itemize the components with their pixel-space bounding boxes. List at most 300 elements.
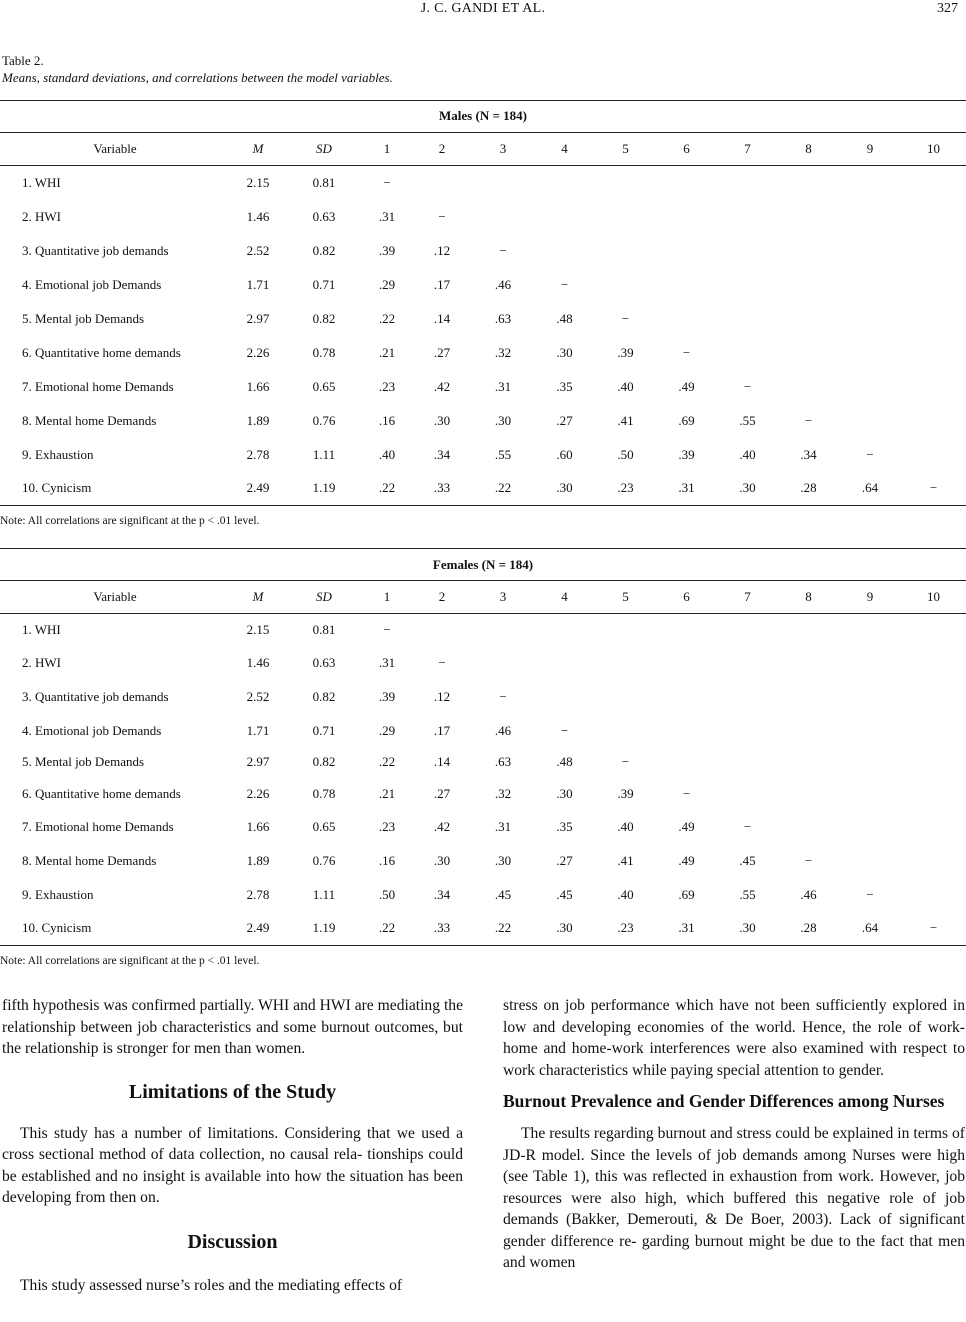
column-header: 4 — [534, 133, 595, 166]
column-header: 5 — [595, 581, 656, 614]
sd-cell: 0.71 — [312, 276, 336, 292]
correlation-cell: − — [621, 310, 630, 326]
correlation-cell: − — [804, 412, 813, 428]
variable-cell: 7. Emotional home Demands — [22, 818, 174, 834]
empty-cell — [839, 302, 901, 336]
variable-cell: 9. Exhaustion — [22, 886, 94, 902]
column-header: 2 — [412, 581, 472, 614]
correlation-cell: .35 — [556, 818, 573, 834]
variable-cell: 5. Mental job Demands — [22, 310, 145, 326]
correlation-cell: .30 — [717, 472, 778, 506]
correlation-cell: .30 — [556, 344, 573, 360]
column-header: Variable — [0, 581, 230, 614]
correlation-cell: .34 — [433, 886, 451, 902]
table-row — [0, 844, 966, 878]
correlation-cell: .30 — [494, 852, 512, 868]
empty-cell — [901, 647, 966, 680]
variable-cell: 2. HWI — [22, 655, 61, 670]
empty-cell — [839, 810, 901, 844]
empty-cell — [717, 614, 778, 647]
correlation-cell: − — [499, 242, 507, 258]
correlation-cell: .45 — [556, 886, 573, 902]
mean-cell: 1.66 — [246, 378, 270, 394]
empty-cell — [472, 166, 534, 200]
correlation-cell: − — [383, 174, 391, 190]
mean-cell: 1.46 — [246, 655, 270, 670]
correlation-cell: .31 — [378, 655, 396, 670]
empty-cell — [656, 302, 717, 336]
table-row — [0, 200, 966, 234]
empty-cell — [717, 200, 778, 234]
paragraph: stress on job performance which have not been sufficiently explored in low and developing economies of the world. Hence, the role of work-home and home-work interferences were also examined with respect to work characteristics while paying special attention to gender. — [503, 997, 965, 1079]
column-header: 6 — [656, 581, 717, 614]
empty-cell — [412, 166, 472, 200]
correlation-cell: .31 — [656, 912, 717, 946]
table-header-row — [0, 133, 966, 166]
table-row — [0, 715, 966, 747]
empty-cell — [778, 778, 839, 810]
empty-cell — [901, 878, 966, 912]
correlation-cell: .48 — [556, 310, 573, 326]
correlation-cell: .21 — [378, 785, 396, 801]
empty-cell — [901, 302, 966, 336]
empty-cell — [901, 200, 966, 234]
correlation-cell: .39 — [678, 446, 695, 462]
empty-cell — [534, 234, 595, 268]
mean-cell: 2.49 — [230, 912, 286, 946]
column-header: 6 — [656, 133, 717, 166]
column-header: 7 — [717, 581, 778, 614]
paragraph: This study has a number of limitations. Considering that we used a cross sectional method of data collection, no causal rela- tionships could be established and no insight is available into how the situation has been developing from then on. — [2, 1124, 463, 1206]
empty-cell — [839, 778, 901, 810]
correlation-cell: .23 — [595, 912, 656, 946]
empty-cell — [472, 614, 534, 647]
table-row — [0, 747, 966, 778]
correlation-cell: .40 — [378, 446, 396, 462]
table-header-row — [0, 581, 966, 614]
empty-cell — [901, 614, 966, 647]
variable-cell: 2. HWI — [22, 208, 61, 224]
correlation-cell: − — [743, 818, 752, 834]
correlation-cell: .45 — [494, 886, 512, 902]
correlation-cell: − — [866, 886, 874, 902]
correlation-cell: .31 — [378, 208, 396, 224]
mean-cell: 1.71 — [246, 276, 270, 292]
empty-cell — [656, 647, 717, 680]
correlation-cell: .22 — [472, 472, 534, 506]
females-title: Females (N = 184) — [432, 557, 534, 572]
empty-cell — [778, 200, 839, 234]
correlation-cell: .39 — [378, 242, 396, 258]
empty-cell — [839, 747, 901, 778]
sd-cell: 0.65 — [312, 818, 336, 834]
correlation-cell: .16 — [378, 412, 396, 428]
table-row — [0, 647, 966, 680]
correlation-cell: .42 — [433, 378, 451, 394]
right-column — [503, 995, 965, 1274]
empty-cell — [717, 336, 778, 370]
empty-cell — [534, 614, 595, 647]
variable-cell: 3. Quantitative job demands — [22, 689, 169, 704]
mean-cell: 2.15 — [246, 174, 270, 190]
empty-cell — [901, 370, 966, 404]
table-row — [0, 680, 966, 715]
sd-cell: 1.11 — [312, 446, 336, 462]
empty-cell — [472, 200, 534, 234]
column-header: 7 — [717, 133, 778, 166]
paragraph: The results regarding burnout and stress could be explained in terms of JD-R model. Since the levels of job demands among Nurses were high (see Table 1), this was reflected in exhaustion from work. However, job resources were also high, which buffered this negative role of job demands (Bakker, Demerouti, & De Boer, 2003). Lack of significant gender difference re- garding burnout might be due to the fact that men and women — [503, 1125, 965, 1271]
empty-cell — [778, 647, 839, 680]
empty-cell — [717, 778, 778, 810]
correlation-cell: .33 — [412, 472, 472, 506]
empty-cell — [901, 438, 966, 472]
correlation-cell: .32 — [494, 344, 512, 360]
correlation-cell: .69 — [678, 886, 695, 902]
table-row — [0, 878, 966, 912]
column-header: Variable — [0, 133, 230, 166]
correlation-cell: .30 — [433, 852, 451, 868]
sd-cell: 0.82 — [312, 242, 336, 258]
correlation-cell: − — [560, 722, 569, 738]
empty-cell — [717, 234, 778, 268]
correlation-cell: − — [383, 622, 391, 638]
sd-cell: 0.63 — [312, 655, 336, 670]
table-top-rule — [0, 100, 966, 101]
empty-cell — [412, 614, 472, 647]
subsection-heading-burnout: Burnout Prevalence and Gender Differences among Nurses — [503, 1091, 945, 1111]
correlation-cell: .46 — [800, 886, 817, 902]
correlation-cell: .27 — [433, 344, 451, 360]
correlation-cell: .46 — [494, 722, 512, 738]
correlation-cell: − — [743, 378, 752, 394]
correlation-cell: .22 — [378, 754, 396, 769]
empty-cell — [901, 336, 966, 370]
correlation-cell: .55 — [739, 886, 756, 902]
sd-cell: 0.82 — [312, 689, 336, 704]
empty-cell — [717, 302, 778, 336]
correlation-cell: .28 — [778, 472, 839, 506]
paragraph: This study assessed nurse’s roles and the mediating effects of — [20, 1276, 403, 1294]
empty-cell — [778, 268, 839, 302]
males-title: Males (N = 184) — [439, 108, 527, 123]
mean-cell: 2.78 — [246, 886, 270, 902]
variable-cell: 8. Mental home Demands — [22, 852, 157, 868]
correlation-cell: .12 — [433, 689, 451, 704]
correlation-cell: .39 — [617, 344, 634, 360]
empty-cell — [656, 680, 717, 715]
table-row — [0, 268, 966, 302]
correlation-cell: .50 — [617, 446, 634, 462]
correlation-cell: .29 — [378, 276, 396, 292]
empty-cell — [839, 844, 901, 878]
empty-cell — [901, 404, 966, 438]
correlation-cell: .64 — [839, 472, 901, 506]
empty-cell — [778, 810, 839, 844]
column-header: 10 — [901, 581, 966, 614]
empty-cell — [656, 200, 717, 234]
correlation-cell: .46 — [494, 276, 512, 292]
table-row — [0, 810, 966, 844]
correlation-cell: .49 — [678, 818, 695, 834]
empty-cell — [778, 234, 839, 268]
variable-cell: 9. Exhaustion — [22, 446, 94, 462]
correlation-cell: .27 — [556, 852, 573, 868]
females-correlation-table — [0, 580, 966, 946]
correlation-cell: .32 — [494, 785, 512, 801]
correlation-cell: .27 — [556, 412, 573, 428]
correlation-cell: − — [901, 912, 966, 946]
correlation-cell: .28 — [778, 912, 839, 946]
table-row — [0, 778, 966, 810]
empty-cell — [901, 715, 966, 747]
correlation-cell: .40 — [617, 818, 634, 834]
correlation-cell: .48 — [556, 754, 573, 769]
empty-cell — [778, 166, 839, 200]
empty-cell — [778, 302, 839, 336]
correlation-cell: .21 — [378, 344, 396, 360]
empty-cell — [534, 166, 595, 200]
mean-cell: 1.89 — [246, 852, 270, 868]
sd-cell: 0.81 — [312, 622, 336, 638]
empty-cell — [839, 234, 901, 268]
correlation-cell: .40 — [739, 446, 756, 462]
column-header: M — [230, 581, 286, 614]
correlation-cell: .49 — [678, 852, 695, 868]
correlation-cell: .64 — [839, 912, 901, 946]
correlation-cell: .30 — [534, 472, 595, 506]
variable-cell: 4. Emotional job Demands — [22, 722, 162, 738]
sd-cell: 0.65 — [312, 378, 336, 394]
correlation-cell: − — [438, 208, 446, 224]
correlation-cell: − — [682, 785, 691, 801]
empty-cell — [595, 166, 656, 200]
mean-cell: 1.66 — [246, 818, 270, 834]
correlation-cell: .49 — [678, 378, 695, 394]
variable-cell: 6. Quantitative home demands — [22, 785, 181, 801]
column-header: 1 — [362, 581, 412, 614]
empty-cell — [839, 268, 901, 302]
variable-cell: 4. Emotional job Demands — [22, 276, 162, 292]
correlation-cell: .12 — [433, 242, 451, 258]
empty-cell — [839, 404, 901, 438]
correlation-cell: − — [804, 852, 813, 868]
empty-cell — [901, 778, 966, 810]
column-header: 1 — [362, 133, 412, 166]
females-top-rule — [0, 548, 966, 549]
sd-cell: 1.19 — [286, 912, 362, 946]
empty-cell — [778, 747, 839, 778]
mean-cell: 2.52 — [246, 689, 270, 704]
correlation-cell: .63 — [494, 754, 512, 769]
variable-cell: 8. Mental home Demands — [22, 412, 157, 428]
empty-cell — [901, 680, 966, 715]
variable-cell: 3. Quantitative job demands — [22, 242, 169, 258]
empty-cell — [534, 647, 595, 680]
correlation-cell: .29 — [378, 722, 396, 738]
variable-cell: 7. Emotional home Demands — [22, 378, 174, 394]
correlation-cell: .31 — [656, 472, 717, 506]
empty-cell — [656, 234, 717, 268]
mean-cell: 2.78 — [246, 446, 270, 462]
mean-cell: 2.52 — [246, 242, 270, 258]
variable-cell: 5. Mental job Demands — [22, 754, 145, 769]
correlation-cell: .33 — [412, 912, 472, 946]
correlation-cell: .45 — [739, 852, 756, 868]
empty-cell — [901, 166, 966, 200]
sd-cell: 0.63 — [312, 208, 336, 224]
females-note: Note: All correlations are significant at the p < .01 level. — [0, 955, 260, 967]
column-header: 5 — [595, 133, 656, 166]
empty-cell — [778, 336, 839, 370]
column-header: M — [230, 133, 286, 166]
correlation-cell: − — [866, 446, 874, 462]
correlation-cell: .30 — [556, 785, 573, 801]
column-header: 9 — [839, 581, 901, 614]
empty-cell — [839, 166, 901, 200]
empty-cell — [534, 680, 595, 715]
empty-cell — [717, 680, 778, 715]
correlation-cell: .16 — [378, 852, 396, 868]
empty-cell — [656, 715, 717, 747]
correlation-cell: .40 — [617, 886, 634, 902]
correlation-cell: .22 — [378, 310, 396, 326]
empty-cell — [656, 747, 717, 778]
mean-cell: 1.89 — [246, 412, 270, 428]
correlation-cell: .35 — [556, 378, 573, 394]
running-title: J. C. GANDI ET AL. — [420, 1, 546, 16]
mean-cell: 2.97 — [246, 754, 270, 769]
table-row — [0, 912, 966, 946]
correlation-cell: .39 — [617, 785, 634, 801]
mean-cell: 2.15 — [246, 622, 270, 638]
empty-cell — [717, 715, 778, 747]
page-number: 327 — [937, 1, 958, 16]
table-row — [0, 166, 966, 200]
section-heading-discussion: Discussion — [187, 1230, 278, 1253]
empty-cell — [595, 715, 656, 747]
sd-cell: 0.81 — [312, 174, 336, 190]
correlation-cell: .23 — [378, 818, 396, 834]
empty-cell — [534, 200, 595, 234]
empty-cell — [595, 614, 656, 647]
sd-cell: 0.71 — [312, 722, 336, 738]
correlation-cell: .22 — [472, 912, 534, 946]
correlation-cell: − — [682, 344, 691, 360]
correlation-cell: .34 — [800, 446, 817, 462]
empty-cell — [778, 370, 839, 404]
correlation-cell: .30 — [433, 412, 451, 428]
correlation-cell: .30 — [494, 412, 512, 428]
sd-cell: 0.78 — [312, 344, 336, 360]
mean-cell: 2.26 — [246, 344, 270, 360]
empty-cell — [778, 680, 839, 715]
column-header: 8 — [778, 581, 839, 614]
empty-cell — [839, 614, 901, 647]
males-note: Note: All correlations are significant at the p < .01 level. — [0, 515, 260, 527]
empty-cell — [839, 370, 901, 404]
empty-cell — [595, 234, 656, 268]
mean-cell: 2.49 — [230, 472, 286, 506]
correlation-cell: .14 — [433, 310, 451, 326]
sd-cell: 0.82 — [312, 310, 336, 326]
sd-cell: 1.19 — [286, 472, 362, 506]
empty-cell — [901, 844, 966, 878]
empty-cell — [595, 680, 656, 715]
column-header: 2 — [412, 133, 472, 166]
correlation-cell: .23 — [378, 378, 396, 394]
empty-cell — [656, 268, 717, 302]
empty-cell — [901, 234, 966, 268]
sd-cell: 0.82 — [312, 754, 336, 769]
table-row — [0, 404, 966, 438]
correlation-cell: .30 — [534, 912, 595, 946]
correlation-cell: − — [499, 689, 507, 704]
mean-cell: 2.26 — [246, 785, 270, 801]
correlation-cell: .27 — [433, 785, 451, 801]
correlation-cell: .22 — [362, 472, 412, 506]
variable-cell: 10. Cynicism — [0, 472, 230, 506]
variable-cell: 10. Cynicism — [0, 912, 230, 946]
correlation-cell: .34 — [433, 446, 451, 462]
table-row — [0, 336, 966, 370]
correlation-cell: − — [560, 276, 569, 292]
variable-cell: 6. Quantitative home demands — [22, 344, 181, 360]
mean-cell: 1.71 — [246, 722, 270, 738]
table-row — [0, 472, 966, 506]
correlation-cell: .23 — [595, 472, 656, 506]
correlation-cell: .22 — [362, 912, 412, 946]
column-header: 9 — [839, 133, 901, 166]
sd-cell: 0.76 — [312, 412, 336, 428]
column-header: SD — [286, 133, 362, 166]
table-row — [0, 614, 966, 647]
empty-cell — [901, 268, 966, 302]
correlation-cell: − — [901, 472, 966, 506]
table-row — [0, 302, 966, 336]
correlation-cell: .31 — [494, 378, 512, 394]
column-header: 3 — [472, 133, 534, 166]
correlation-cell: .39 — [378, 689, 396, 704]
correlation-cell: .60 — [556, 446, 573, 462]
empty-cell — [778, 614, 839, 647]
empty-cell — [472, 647, 534, 680]
column-header: 4 — [534, 581, 595, 614]
table-row — [0, 438, 966, 472]
empty-cell — [717, 647, 778, 680]
sd-cell: 1.11 — [312, 886, 336, 902]
correlation-cell: − — [438, 655, 446, 670]
table-row — [0, 370, 966, 404]
sd-cell: 0.78 — [312, 785, 336, 801]
correlation-cell: .17 — [433, 276, 451, 292]
correlation-cell: .41 — [617, 412, 634, 428]
correlation-cell: .17 — [433, 722, 451, 738]
empty-cell — [901, 810, 966, 844]
empty-cell — [595, 647, 656, 680]
variable-cell: 1. WHI — [22, 174, 61, 190]
empty-cell — [656, 166, 717, 200]
left-column — [2, 995, 463, 1296]
empty-cell — [839, 336, 901, 370]
table-caption: Means, standard deviations, and correlations between the model variables. — [2, 70, 393, 85]
males-correlation-table — [0, 132, 966, 506]
correlation-cell: .42 — [433, 818, 451, 834]
mean-cell: 1.46 — [246, 208, 270, 224]
correlation-cell: .69 — [678, 412, 695, 428]
empty-cell — [595, 268, 656, 302]
empty-cell — [839, 680, 901, 715]
empty-cell — [839, 647, 901, 680]
